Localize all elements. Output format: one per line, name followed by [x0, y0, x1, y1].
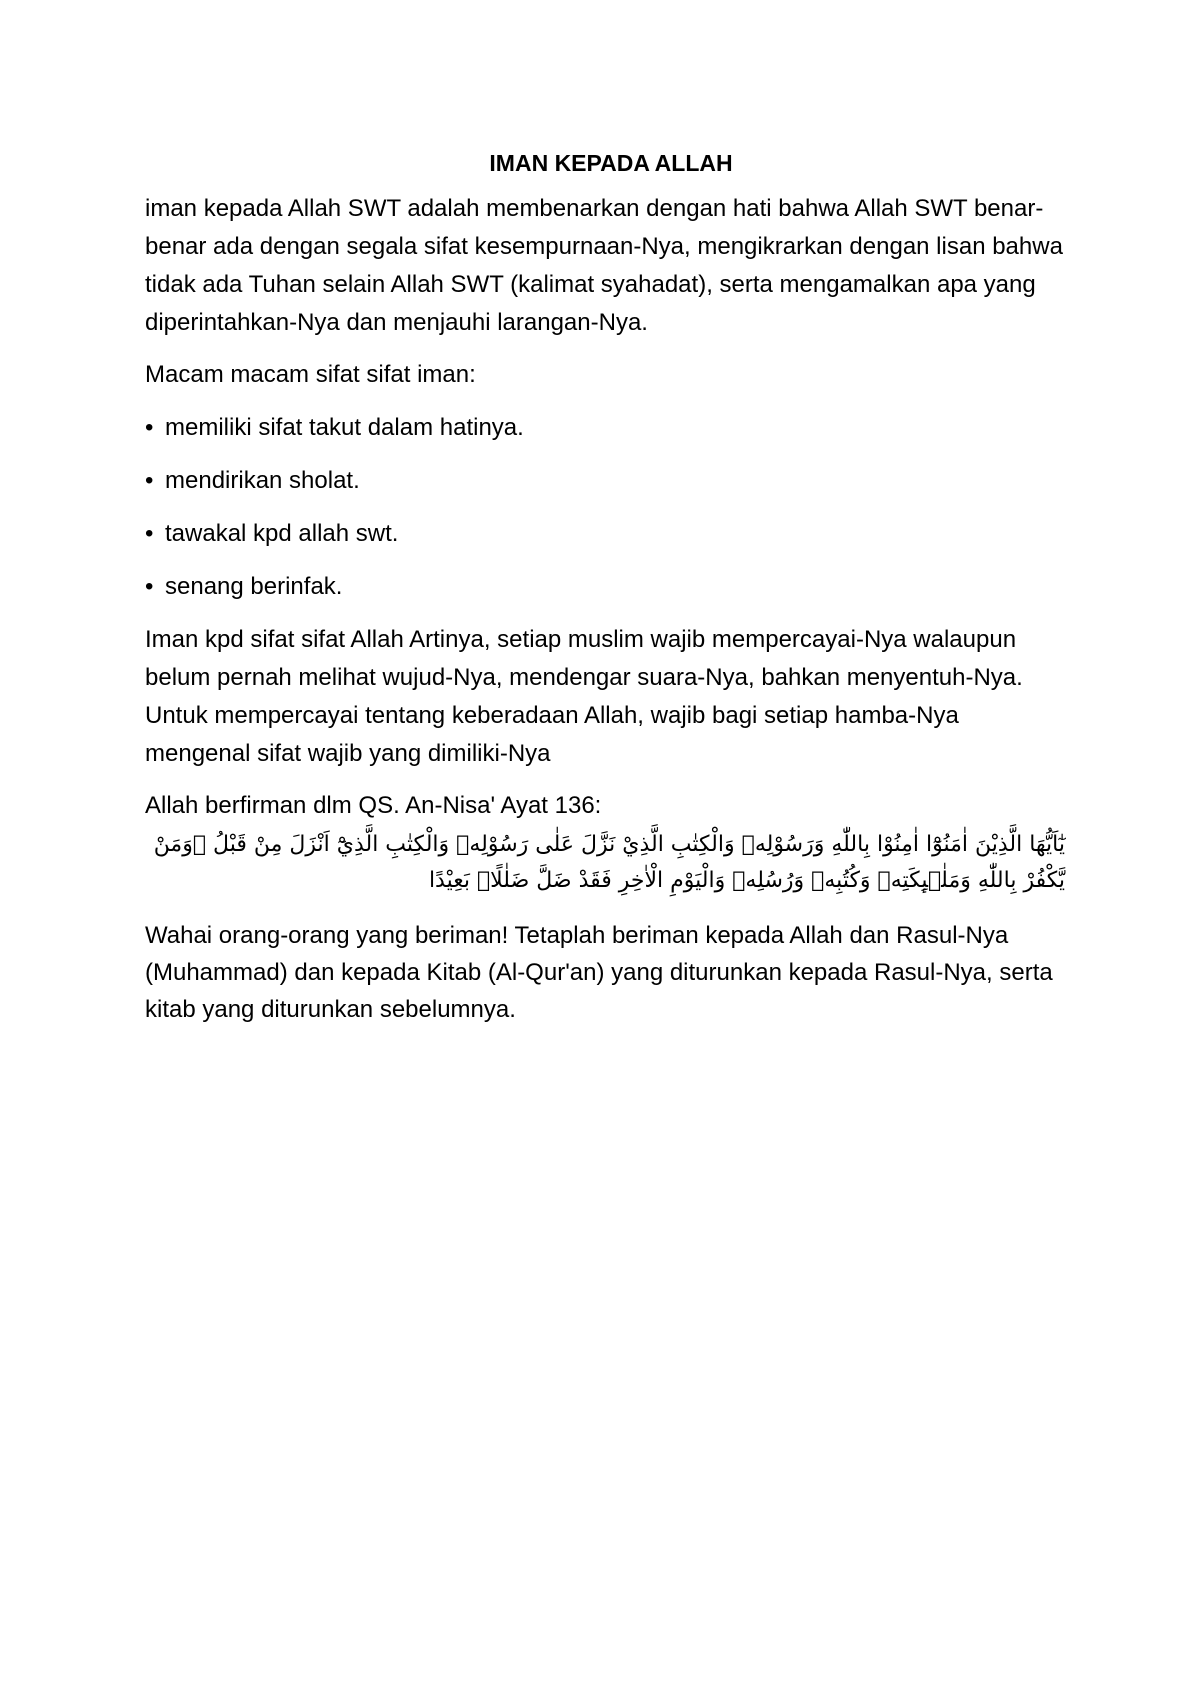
- list-heading: Macam macam sifat sifat iman:: [145, 361, 476, 388]
- list-item-text: memiliki sifat takut dalam hatinya.: [165, 414, 524, 441]
- list-item: [145, 568, 1065, 606]
- list-item: [145, 462, 1065, 500]
- bullet-point: •: [145, 467, 154, 494]
- sifat-allah-paragraph: Iman kpd sifat sifat Allah Artinya, setiap muslim wajib mempercayai-Nya walaupun belum pernah melihat wujud-Nya, mendengar suara-Nya, bahkan menyentuh-Nya. Untuk mempercayai tentang keberadaan Allah, wajib bagi setiap hamba-Nya mengenal sifat wajib yang dimiliki-Nya: [145, 626, 1023, 767]
- bullet-point: •: [145, 414, 154, 441]
- list-item-text: tawakal kpd allah swt.: [165, 520, 399, 547]
- verse-translation: Wahai orang-orang yang beriman! Tetaplah beriman kepada Allah dan Rasul-Nya (Muhammad) dan kepada Kitab (Al-Qur'an) yang diturunkan kepada Rasul-Nya, serta kitab yang diturunkan sebelumnya.: [145, 922, 1053, 1023]
- document-title: IMAN KEPADA ALLAH: [489, 150, 733, 176]
- sifat-iman-list: [145, 409, 1065, 606]
- intro-paragraph: iman kepada Allah SWT adalah membenarkan dengan hati bahwa Allah SWT benar-benar ada dengan segala sifat kesempurnaan-Nya, mengikrarkan dengan lisan bahwa tidak ada Tuhan selain Allah SWT (kalimat syahadat), serta mengamalkan apa yang diperintahkan-Nya dan menjauhi larangan-Nya.: [145, 195, 1063, 336]
- arabic-verse: يٰٓاَيُّهَا الَّذِيْنَ اٰمَنُوْٓا اٰمِنُوْا بِاللّٰهِ وَرَسُوْلِهٖ وَالْكِتٰبِ الَّذِيْ نَزَّلَ عَلٰى رَسُوْلِهٖ وَالْكِتٰبِ الَّذِيْٓ اَنْزَلَ مِنْ قَبْلُ ۗوَمَنْ يَّكْفُرْ بِاللّٰهِ وَمَلٰۤىِٕكَتِهٖ وَكُتُبِهٖ وَرُسُلِهٖ وَالْيَوْمِ الْاٰخِرِ فَقَدْ ضَلَّ ضَلٰلًاۢ بَعِيْدًا: [153, 832, 1065, 893]
- bullet-point: •: [145, 520, 154, 547]
- list-item: [145, 515, 1065, 553]
- bullet-point: •: [145, 573, 154, 600]
- list-item: [145, 409, 1065, 447]
- list-item-text: senang berinfak.: [165, 573, 343, 600]
- document-body: [145, 148, 1065, 1042]
- list-item-text: mendirikan sholat.: [165, 467, 360, 494]
- verse-intro: Allah berfirman dlm QS. An-Nisa' Ayat 136:: [145, 792, 602, 819]
